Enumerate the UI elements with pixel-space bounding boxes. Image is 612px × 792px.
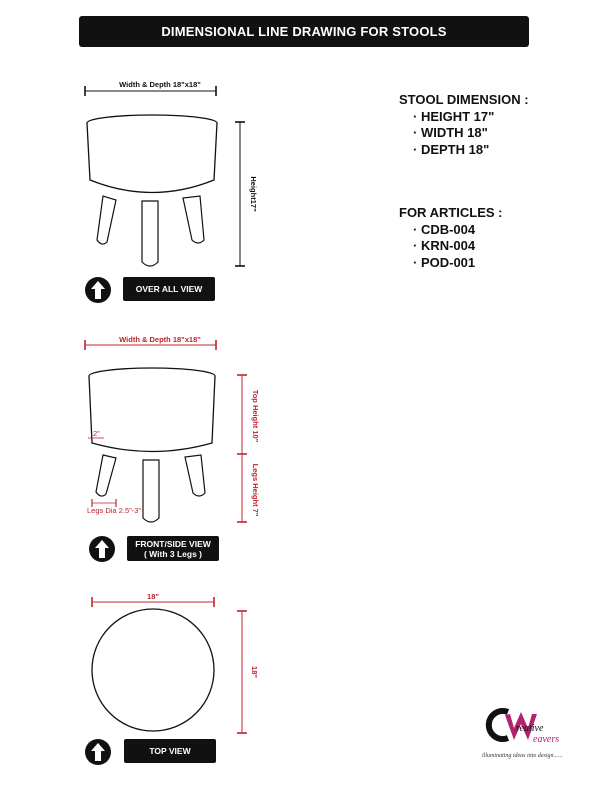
- page-title: DIMENSIONAL LINE DRAWING FOR STOOLS: [79, 16, 529, 47]
- front-view-label: [127, 536, 219, 561]
- front-view-label-line2: ( With 3 Legs ): [143, 548, 202, 559]
- overall-width-label: Width & Depth 18"x18": [119, 80, 201, 89]
- article-1: · CDB-004: [413, 221, 476, 237]
- overall-view-label-text: OVER ALL VIEW: [135, 284, 203, 294]
- top-view-drawing: [92, 592, 259, 733]
- legs-height-label: Legs Height 7": [251, 463, 260, 517]
- top-view-label-text: TOP VIEW: [149, 746, 191, 756]
- overall-height-label: Height17": [249, 176, 258, 212]
- arrow-up-icon: [85, 739, 111, 765]
- top-height-label: Top Height 10": [251, 389, 260, 443]
- top-view-label: [124, 739, 216, 763]
- dimension-depth: · DEPTH 18": [413, 141, 490, 157]
- top-height-label-18: 18": [250, 666, 259, 678]
- logo-word-1: reative: [516, 723, 544, 734]
- logo-tagline: illuminating ideas into design......: [482, 753, 563, 759]
- logo-word-2: eavers: [533, 734, 560, 745]
- arrow-up-icon: [85, 277, 111, 303]
- article-3: · POD-001: [413, 254, 476, 270]
- arrow-up-icon: [89, 536, 115, 562]
- front-small-label: 2": [93, 429, 100, 438]
- top-width-label: 18": [147, 592, 159, 601]
- articles-heading: FOR ARTICLES :: [399, 205, 503, 220]
- overall-view-label: [123, 277, 215, 301]
- overall-view-drawing: [85, 80, 258, 266]
- article-2: · KRN-004: [413, 238, 476, 253]
- front-width-label: Width & Depth 18"x18": [119, 335, 201, 344]
- dimension-height: · HEIGHT 17": [413, 108, 495, 124]
- front-view-drawing: [85, 335, 260, 522]
- legs-dia-label: Legs Dia 2.5"-3": [87, 506, 142, 515]
- front-view-label-line1: FRONT/SIDE VIEW: [135, 538, 211, 549]
- dimension-width: · WIDTH 18": [413, 125, 488, 140]
- stool-dimension-heading: STOOL DIMENSION :: [399, 92, 529, 107]
